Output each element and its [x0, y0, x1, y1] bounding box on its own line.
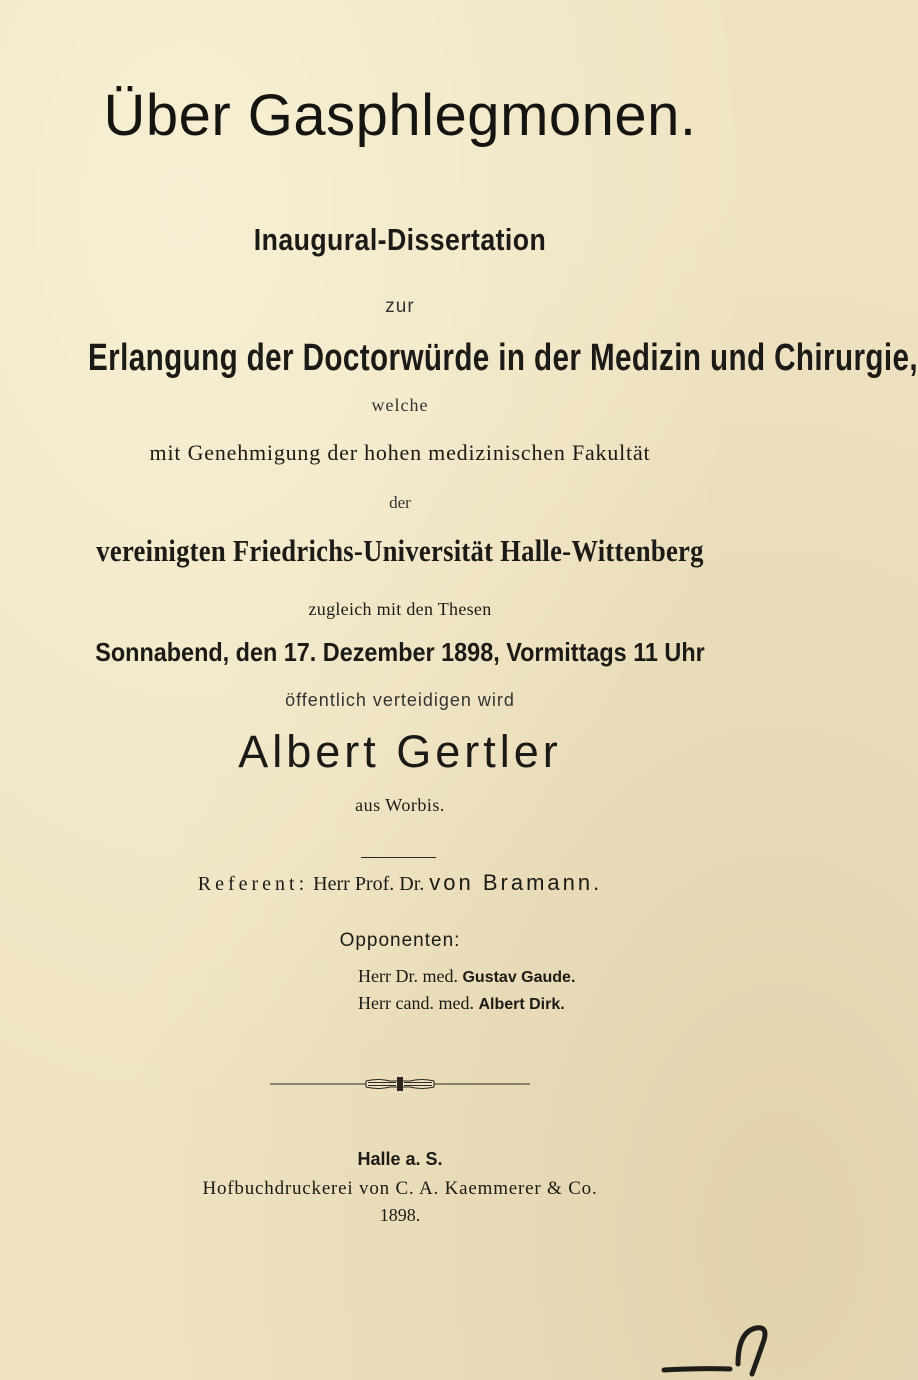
- author-name: Albert Gertler: [238, 726, 562, 777]
- imprint-year: 1898.: [379, 1205, 421, 1225]
- library-mark: [660, 1318, 770, 1376]
- referent-name: von Bramann.: [429, 870, 603, 895]
- imprint-city: Halle a. S.: [357, 1149, 443, 1169]
- author-origin: aus Worbis.: [355, 795, 445, 815]
- ornament-rule: [270, 1074, 530, 1094]
- zur-text: zur: [385, 296, 415, 317]
- referent-label: Referent:: [197, 873, 309, 895]
- thesen-line: zugleich mit den Thesen: [308, 599, 492, 619]
- welche-text: welche: [371, 395, 429, 415]
- opponent-2-prefix: Herr cand. med.: [358, 993, 474, 1013]
- opponent-1-name: Gustav Gaude.: [462, 969, 576, 986]
- date-line: Sonnabend, den 17. Dezember 1898, Vormittags 11 Uhr: [95, 637, 705, 667]
- referent-title: Herr Prof. Dr.: [313, 873, 425, 895]
- referent-line: [0, 870, 800, 896]
- genehmigung-line: mit Genehmigung der hohen medizinischen Fakultät: [149, 440, 651, 465]
- title: Über Gasphlegmonen.: [103, 83, 697, 148]
- der-text: der: [389, 493, 411, 512]
- university-line: vereinigten Friedrichs-Universität Halle-Wittenberg: [96, 533, 704, 568]
- opponenten-heading: Opponenten:: [339, 930, 461, 951]
- opponent-1-prefix: Herr Dr. med.: [358, 966, 458, 986]
- opponent-1: [358, 966, 575, 987]
- opponent-2: [358, 993, 565, 1014]
- dissertation-heading: Inaugural-Dissertation: [253, 222, 547, 257]
- verteidigen-line: öffentlich verteidigen wird: [285, 690, 515, 710]
- divider-rule: [361, 857, 436, 858]
- erlangung-line: Erlangung der Doctorwürde in der Medizin und Chirurgie,: [88, 337, 918, 379]
- imprint-printer: Hofbuchdruckerei von C. A. Kaemmerer & Co.: [202, 1178, 598, 1199]
- opponent-2-name: Albert Dirk.: [478, 996, 565, 1013]
